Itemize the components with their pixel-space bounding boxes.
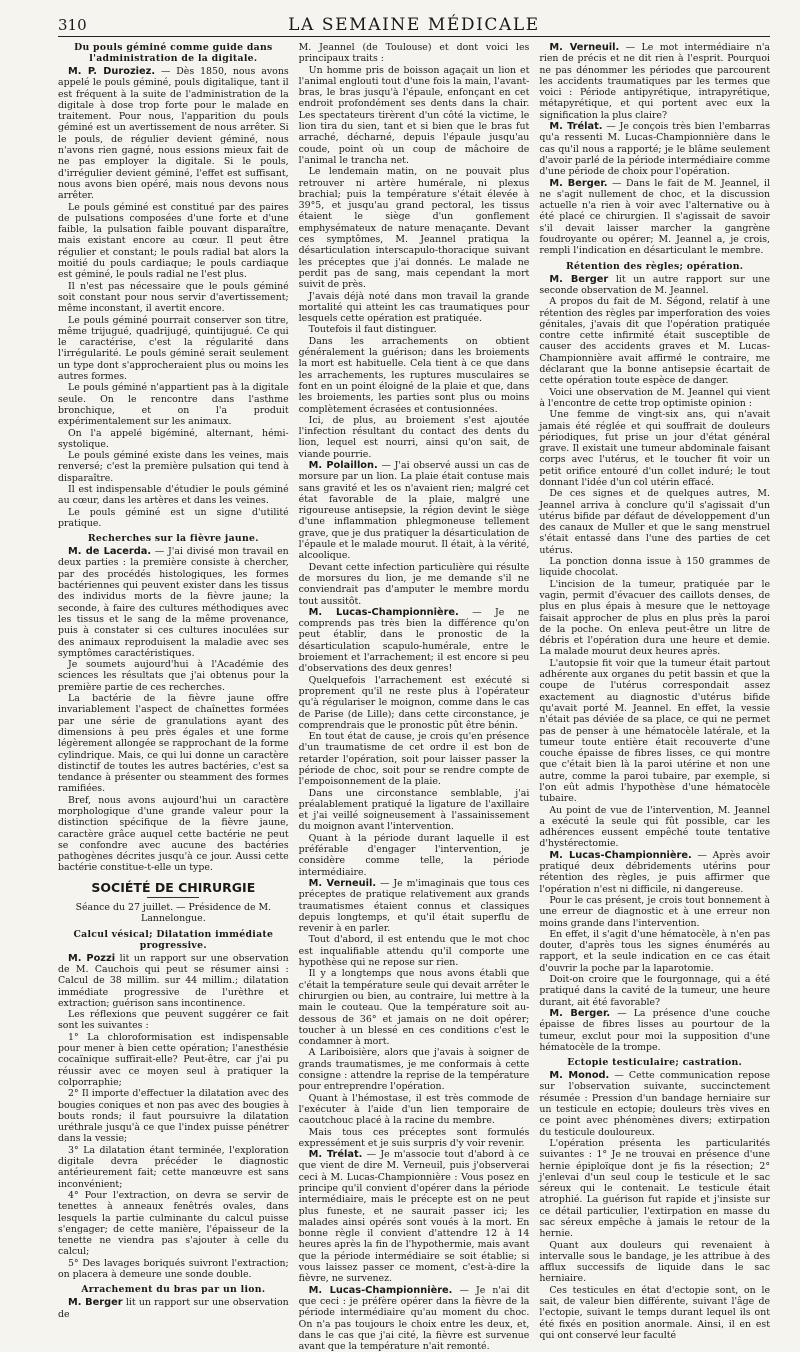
paragraph-text: 1° La chloroformisation est indispensable pour mener à bien cette opération; l'anesthésie cocaïnique suffirait-elle? Peut-être, car j'ai pu réussir avec ce moyen seul à pratiquer la colporraphie; (58, 1031, 289, 1088)
paragraph (58, 1297, 289, 1320)
paragraph (539, 805, 770, 850)
paragraph-text: Quant aux douleurs qui revenaient à intervalle sous le bandage, je les attribue à des afflux successifs de liquide dans le sac herniaire. (539, 1239, 771, 1285)
paragraph (299, 324, 530, 335)
paragraph-text: — J'ai observé aussi un cas de morsure par un lion. La plaie était contuse mais sans gravité et les os n'avaient rien; malgré cet état favorable de la plaie, malgré une rigoureuse antisepsie, la région devint le siège d'une inflammation phlegmoneuse tellement grave, que je dus pratiquer la désarticulation de l'épaule et le malade mourut. Il était, à la vérité, alcoolique. (298, 459, 530, 562)
section-divider (147, 897, 199, 898)
speaker-name: M. Berger. (549, 1007, 611, 1019)
paragraph-text: Quant à l'hémostase, il est très commode de l'exécuter à l'aide d'un lien temporaire de caoutchouc placé à la racine du membre. (298, 1092, 530, 1127)
paragraph-text: Une femme de vingt-six ans, qui n'avait jamais été réglée et qui souffrait de douleurs périodiques, fut prise un jour d'état général grave. Il existait une tumeur abdominale faisant corps avec l'utérus, et le toucher fit voir un petit orifice entouré d'un collet induré; le tout donnant l'idée d'un col utérin effacé. (539, 409, 771, 488)
paragraph (539, 929, 770, 974)
column-right (539, 42, 771, 1341)
paragraph-text: Pour le cas présent, je crois tout bonnement à une erreur de diagnostic et à une erreur non moins grande dans l'intervention. (539, 894, 771, 929)
session-line: Séance du 27 juillet. — Présidence de M. Lannelongue. (75, 902, 272, 925)
paragraph-text: De ces signes et de quelques autres, M. Jeannel arriva à conclure qu'il s'agissait d'un utérus bifide par défaut de développement d'un des canaux de Muller et que le sang menstruel s'était entassé dans l'une des parties de cet utérus. (539, 488, 771, 556)
speaker-name: M. de Lacerda. (68, 546, 152, 558)
article-title: Arrachement du bras par un lion. (81, 1284, 266, 1296)
paragraph (299, 460, 530, 562)
society-heading: SOCIÉTÉ DE CHIRURGIE (91, 879, 256, 895)
paragraph-text: Le lendemain matin, on ne pouvait plus retrouver ni artère humérale, ni plexus brachial; puis la température s'était élevée à 39°5, et jusqu'au grand pectoral, les tissus étaient le siège d'un gonflement emphysémateux de nature menaçante. Devant ces symptômes, M. Jeannel pratiqua la désarticulation interscapulo-thoracique suivant les préceptes que j'ai donnés. Le malade ne perdit pas de sang, mais cependant la mort suivit de près. (298, 166, 530, 291)
paragraph (58, 1190, 289, 1258)
paragraph (58, 1258, 289, 1281)
page-header (58, 10, 770, 37)
paragraph (58, 484, 289, 507)
paragraph (58, 507, 289, 530)
paragraph-text: Un homme pris de boisson agaçait un lion et l'animal englouti tout d'une fois la main, l'avant-bras, le bras jusqu'à l'épaule, enfonçant en cet endroit profondément ses dents dans la chair. Les spectateurs tirèrent d'un côté la victime, le lion tira du sien, tant et si bien que le bras fut arraché, décharné, depuis l'épaule jusqu'au coude, point où un coup de mâchoire de l'animal le trancha net. (298, 64, 530, 166)
paragraph-text: — Je m'associe tout d'abord à ce que vient de dire M. Verneuil, puis j'observerai ceci à M. Lucas-Championnière : Vous posez en principe qu'il convient d'opérer dans la période intermédiaire, mais le précepte est on ne peut plus funeste, et ne saurait passer ici; les malades ainsi opérés sont voués à la mort. En bonne règle il convient d'attendre 12 à 14 heures après la fin de l'hypothermie, mais avant que la période intermédiaire se soit établie; si vous laissez passer ce moment, c'est-à-dire la fièvre, ne survenez. (298, 1149, 530, 1285)
paragraph (299, 291, 530, 325)
paragraph (539, 409, 770, 488)
paragraph-text: Je soumets aujourd'hui à l'Académie des sciences les résultats que j'ai obtenus pour la première partie de ces recherches. (58, 659, 289, 693)
journal-title: LA SEMAINE MÉDICALE (288, 15, 540, 35)
paragraph-text: On l'a appelé bigéminé, alternant, hémi-systolique. (58, 427, 289, 450)
paragraph-text: En effet, il s'agit d'une hématocèle, à n'en pas douter, d'après tous les signes énumérés au rapport, et la seule indication en ce cas était d'ouvrir la poche par la laparotomie. (539, 928, 771, 974)
paragraph-text: L'autopsie fit voir que la tumeur était partout adhérente aux organes du petit bassin et que la coupe de l'utérus correspondait assez exactement au diagnostic d'utérus bifide qu'avait porté M. Jeannel. En effet, la vessie n'était pas déviée de sa place, ce qui ne permet pas de penser à une hématocèle latérale, et la tumeur toute entière était recouverte d'une couche épaisse de fibres lisses, ce qui montre que c'était bien là la paroi utérine et non une autre, comme la paroi tubaire, par exemple, si l'on eût admis l'hypothèse d'une hématocèle tubaire. (539, 657, 771, 805)
paragraph (539, 658, 770, 805)
paragraph-text: Ces testicules en état d'ectopie sont, on le sait, de valeur bien différente, suivant l'âge de l'ectopie, suivant le temps durant lequel ils ont été fixés en position anormale. Ainsi, il en est qui ont conservé leur faculté (539, 1284, 771, 1341)
paragraph (299, 1285, 530, 1352)
paragraph (58, 315, 289, 383)
paragraph-text: — Après avoir pratiqué deux débridements utérins pour rétention des règles, je puis affirmer que l'opération n'est ni difficile, ni dangereuse. (539, 849, 771, 895)
paragraph (299, 65, 530, 167)
article-title: Rétention des règles; opération. (566, 260, 744, 272)
speaker-name: M. Polaillon. (308, 459, 378, 471)
paragraph-text: — Cette communication repose sur l'observation suivante, succinctement résumée : Pression d'un bandage herniaire sur un testicule en ectopie; douleurs très vives en ce point avec phénomènes divers; extirpation du testicule douloureux. (539, 1070, 771, 1138)
paragraph-text: Au point de vue de l'intervention, M. Jeannel a exécuté la seule qui fût possible, car les adhérences eussent empêché toute tentative d'hystérectomie. (539, 804, 771, 850)
article-title: Calcul vésical; Dilatation immédiate progressive. (73, 928, 274, 951)
paragraph (539, 387, 770, 410)
paragraph-text: Dans les arrachements on obtient généralement la guérison; dans les broiements la mort est habituelle. Cela tient à ce que dans les arrachements, les ruptures musculaires se font en un point éloigné de la plaie et que, dans les broiements, les parties sont plus ou moins complètement écrasées et contusionnées. (298, 335, 530, 415)
paragraph-text: Le pouls géminé est un signe d'utilité pratique. (58, 506, 289, 529)
paragraph-text: Le pouls géminé existe dans les veines, mais renversé; c'est la première pulsation qui tend à disparaître. (58, 450, 289, 484)
paragraph (299, 878, 530, 934)
paragraph (299, 562, 530, 607)
article-title: Ectopie testiculaire; castration. (567, 1057, 743, 1069)
paragraph-text: Le pouls géminé est constitué par des paires de pulsations composées d'une forte et d'une faible, la pulsation faible pouvant disparaître, mais existant encore au cœur. Il peut être régulier et constant; le pouls radial bat alors la moitié du pouls cardiaque; le pouls cardiaque est géminé, le pouls radial ne l'est plus. (58, 201, 289, 281)
paragraph (539, 274, 770, 297)
paragraph (539, 850, 770, 895)
paragraph-text: — Je n'ai dit que ceci : je préfère opérer dans la fièvre de la période intermédiaire qu'au moment du choc. On n'a pas toujours le choix entre les deux, et, dans le cas que j'ai cité, la fièvre est survenue avant que la température n'ait remonté. (298, 1284, 530, 1352)
paragraph (539, 974, 770, 1008)
paragraph-text: Ici, de plus, au broiement s'est ajoutée l'infection résultant du contact des dents du lion, lequel est nourri, ainsi qu'on sait, de viande pourrie. (298, 414, 530, 460)
paragraph-text: Il y a longtemps que nous avons établi que c'était la température seule qui devait arrêter le chirurgien ou bien, au contraire, lui mettre à la main le couteau. Que la température soit au-dessous de 36° et jamais on ne doit opérer; toucher à un blessé en ces conditions c'est le condamner à mort. (298, 968, 530, 1048)
paragraph-text: — Dans le fait de M. Jeannel, il ne s'agit nullement de choc, et la discussion actuelle n'a rien à voir avec l'alternative ou à été placé ce chirurgien. Il s'agissait de savoir s'il devait laisser marcher la gangrène foudroyante ou opérer; M. Jeannel a, je crois, rempli l'indication en désarticulant le membre. (539, 177, 771, 257)
paragraph-text: Il n'est pas nécessaire que le pouls géminé soit constant pour nous servir d'avertissement; même inconstant, il avertit encore. (58, 280, 289, 315)
paragraph-text: Doit-on croire que le fourgonnage, qui a été pratiqué dans la cavité de la tumeur, une heure durant, ait été favorable? (539, 974, 771, 1008)
paragraph (539, 121, 770, 177)
paragraph (539, 1285, 770, 1341)
article-title: Recherches sur la fièvre jaune. (87, 533, 259, 545)
paragraph (299, 1093, 530, 1127)
paragraph-text: Il est indispensable d'étudier le pouls géminé au cœur, dans les artères et dans les veines. (58, 483, 289, 507)
paragraph (539, 488, 770, 556)
column-middle (298, 42, 530, 1352)
paragraph-text: 3° La dilatation étant terminée, l'exploration digitale devra précéder le diagnostic antérieurement fait; cette manœuvre est sans inconvénient; (58, 1144, 289, 1190)
paragraph-text: lit un autre rapport sur une seconde observation de M. Jeannel. (539, 273, 771, 296)
paragraph (539, 42, 770, 121)
speaker-name: M. Berger. (549, 177, 608, 189)
paragraph (299, 934, 530, 968)
paragraph-text: lit un rapport sur une observation de M. Cauchois qui peut se résumer ainsi : Calcul de 38 millim. sur 44 millim.; dilatation immédiate progressive de l'urèthre et extraction; guérison sans incontinence. (58, 952, 289, 1009)
text-columns (58, 42, 771, 1352)
paragraph-text: — Je conçois très bien l'embarras qu'a ressenti M. Lucas-Championnière dans le cas qu'il nous a rapporté; je le blâme seulement d'avoir parlé de la période intermédiaire comme d'une période de choix pour l'opération. (539, 121, 771, 178)
paragraph-text: En tout état de cause, je crois qu'en présence d'un traumatisme de cet ordre il est bon de retarder l'opération, soit pour laisser passer la période de choc, soit pour se rendre compte de l'empoisonnement de la plaie. (298, 731, 530, 788)
article-title: Du pouls géminé comme guide dans l'administration de la digitale. (74, 42, 273, 64)
paragraph-text: Toutefois il faut distinguer. (308, 324, 437, 336)
speaker-name: M. Verneuil. (308, 877, 377, 889)
paragraph-text: Tout d'abord, il est entendu que le mot choc est inqualifiable attendu qu'il comporte une hypothèse qui ne repose sur rien. (298, 934, 530, 969)
paragraph (539, 556, 770, 579)
paragraph-text: L'incision de la tumeur, pratiquée par le vagin, permit d'évacuer des caillots denses, de plus en plus épais à mesure que le nettoyage faisait approcher de plus en plus près la paroi de la poche. On enleva peut-être un litre de débris et l'opération dura une heure et demie. La malade mourut deux heures après. (539, 578, 771, 658)
paragraph (539, 895, 770, 929)
paragraph (299, 788, 530, 833)
paragraph (299, 1047, 530, 1092)
paragraph (58, 546, 289, 659)
paragraph (58, 693, 289, 795)
paragraph-text: 5° Des lavages boriqués suivront l'extraction; on placera à demeure une sonde double. (58, 1257, 289, 1280)
speaker-name: M. P. Duroziez. (68, 66, 156, 77)
paragraph (58, 1009, 289, 1032)
paragraph (299, 731, 530, 787)
paragraph-text: Voici une observation de M. Jeannel qui vient à l'encontre de cette trop optimiste opinion : (539, 386, 771, 409)
paragraph (299, 968, 530, 1047)
paragraph-text: Dans une circonstance semblable, j'ai préalablement pratiqué la ligature de l'axillaire et j'ai veillé soigneusement à l'assainissement du moignon avant l'intervention. (298, 787, 530, 833)
speaker-name: M. Monod. (549, 1070, 610, 1082)
paragraph-text: L'opération présenta les particularités suivantes : 1° Je ne trouvai en présence d'une hernie épiploïque dont je fis la résection; 2° j'enlevai d'un seul coup le testicule et le sac séreux qui le contenait. Le testicule était atrophié. La guérison fut rapide et j'insiste sur ce détail particulier, l'extirpation en masse du sac séreux empêche à jamais le retour de la hernie. (539, 1137, 771, 1240)
paragraph-text: — Le mot intermédiaire n'a rien de précis et ne dit rien à l'esprit. Pourquoi ne pas dénommer les périodes que parcourent les accidents traumatiques par les termes que voici : Période antipyrétique, intrapyrétique, métapyrétique, et qui portent avec eux la signification la plus claire? (539, 42, 771, 121)
paragraph (299, 166, 530, 290)
paragraph (539, 296, 770, 386)
paragraph (299, 607, 530, 675)
paragraph-text: La bactérie de la fièvre jaune offre invariablement l'aspect de chaînettes formées par une série de granulations ayant des dimensions à peu près égales et une forme légèrement allongée se rapprochant de la forme cylindrique. Mais, ce qui lui donne un caractère distinctif de toutes les autres bactéries, c'est sa tendance à présenter ou steamment des formes ramifiées. (58, 693, 289, 795)
paragraph (58, 953, 289, 1009)
speaker-name: M. Pozzi (68, 952, 116, 964)
paragraph (299, 415, 530, 460)
paragraph-text: Quelquefois l'arrachement est exécuté si proprement qu'il ne reste plus à l'opérateur qu'à régulariser le moignon, comme dans le cas de Parise (de Lille); dans cette circonstance, je comprendrais que le pronostic pût être bénin. (298, 674, 530, 731)
paragraph (539, 579, 770, 658)
paragraph-text: 2° Il importe d'effectuer la dilatation avec des bougies coniques et non pas avec des bougies à bouts ronds; il faut poursuivre la dilatation uréthrale jusqu'à ce que l'index puisse pénétrer dans la vessie; (58, 1088, 289, 1145)
paragraph (539, 1008, 770, 1053)
paragraph-text: La ponction donna issue à 150 grammes de liquide chocolat. (539, 556, 771, 579)
paragraph-text: — Je ne comprends pas très bien la différence qu'on peut établir, dans le pronostic de la désarticulation scapulo-humérale, entre le broiement et l'arrachement; il est encore si peu d'observations des deux genres! (298, 606, 530, 675)
paragraph-text: — La présence d'une couche épaisse de fibres lisses au pourtour de la tumeur, exclut pour moi la supposition d'une hématocèle de la trompe. (539, 1007, 771, 1053)
paragraph (299, 1149, 530, 1285)
speaker-name: M. Lucas-Championnière. (308, 1284, 453, 1296)
speaker-name: M. Lucas-Championnière. (308, 606, 459, 618)
speaker-name: M. Lucas-Championnière. (549, 849, 692, 861)
paragraph (58, 659, 289, 693)
paragraph (58, 382, 289, 427)
paragraph-text: — Dès 1850, nous avons appelé le pouls géminé, pouls digitalique, tant il est fréquent à la suite de l'administration de la digitale à dose trop forte pour le malade en traitement. Pour nous, l'apparition du pouls géminé est un avertissement de nous arrêter. Si le pouls, de régulier devient géminé, nous n'avons rien gagné, nous essions mieux fait de ne pas employer la digitale. Si le pouls, d'irrégulier devient géminé, l'effet est suffisant, nous avons bien opéré, mais nous devons nous arrêter. (58, 66, 289, 202)
paragraph (299, 675, 530, 731)
paragraph (299, 42, 530, 65)
paragraph (58, 281, 289, 315)
paragraph (299, 833, 530, 878)
paragraph-text: M. Jeannel (de Toulouse) et dont voici les principaux traits : (298, 42, 530, 65)
paragraph (58, 428, 289, 451)
paragraph-text: 4° Pour l'extraction, on devra se servir de tenettes à anneaux fenêtrés ovales, dans lesquels la partie culminante du calcul puisse s'engager; de cette manière, l'épaisseur de la tenette ne viendra pas s'ajouter à celle du calcul; (58, 1189, 289, 1258)
speaker-name: M. Trélat. (308, 1149, 363, 1161)
paragraph (58, 1032, 289, 1088)
speaker-name: M. Berger (549, 273, 609, 285)
paragraph (539, 1138, 770, 1240)
column-left (58, 42, 289, 1320)
paragraph-text: lit un rapport sur une observation de (58, 1297, 289, 1320)
paragraph-text: — Je m'imaginais que tous ces préceptes de pratique relativement aux grands traumatismes étaient connus et classiques depuis longtemps, et qu'il était superflu de revenir à en parler. (298, 877, 530, 935)
paragraph (299, 1127, 530, 1150)
paragraph (539, 1070, 770, 1138)
paragraph-text: Les réflexions que peuvent suggérer ce fait sont les suivantes : (58, 1009, 289, 1032)
speaker-name: M. Verneuil. (549, 42, 620, 53)
paragraph-text: Quant à la période durant laquelle il est préférable d'engager l'intervention, je considère comme telle, la période intermédiaire. (298, 832, 530, 878)
paragraph (539, 178, 770, 257)
paragraph (299, 336, 530, 415)
paragraph-text: Le pouls géminé pourrait conserver son titre, même trijugué, quadrijugé, quintijugué. Ce qui le caractérise, c'est la régularité dans l'irrégularité. Le pouls géminé serait seulement un type dont s'approcheraient plus ou moins les autres formes. (58, 314, 289, 383)
speaker-name: M. Trélat. (549, 121, 603, 133)
paragraph-text: J'avais déjà noté dans mon travail la grande mortalité qui atteint les cas traumatiques pour lesquels cette opération est pratiquée. (298, 290, 530, 325)
paragraph (58, 795, 289, 874)
paragraph-text: A Lariboisière, alors que j'avais à soigner de grands traumatismes, je me conformais à cette consigne : attendre la reprise de la température pour entreprendre l'opération. (298, 1047, 530, 1093)
paragraph (58, 202, 289, 281)
paragraph (58, 450, 289, 484)
paragraph (58, 1088, 289, 1144)
paragraph-text: — J'ai divisé mon travail en deux parties : la première consiste à chercher, par des procédés histologiques, les formes bactériennes qui peuvent exister dans les tissus des individus morts de la fièvre jaune; la seconde, à faire des cultures méthodiques avec les tissus et le sang de la même provenance, puis à constater si ces cultures inoculées sur des animaux reproduisent la maladie avec ses symptômes caractéristiques. (58, 546, 289, 659)
paragraph (58, 66, 289, 202)
paragraph (539, 1240, 770, 1285)
paragraph-text: Le pouls géminé n'appartient pas à la digitale seule. On le rencontre dans l'asthme bronchique, et on l'a produit expérimentalement sur les animaux. (58, 382, 289, 428)
speaker-name: M. Berger (68, 1297, 123, 1309)
page-number: 310 (58, 16, 87, 34)
paragraph-text: Devant cette infection particulière qui résulte de morsures du lion, je me demande s'il ne conviendrait pas d'amputer le membre mordu tout aussitôt. (298, 561, 530, 607)
paragraph-text: A propos du fait de M. Ségond, relatif à une rétention des règles par imperforation des voies génitales, j'avais dit que l'opération pratiquée contre cette infirmité était susceptible de causer des accidents graves et M. Lucas-Championnière avait affirmé le contraire, me déclarant que la bonne antisepsie écartait de cette opération toute espèce de danger. (539, 296, 771, 387)
paragraph-text: Mais tous ces préceptes sont formulés expressément et je suis surpris d'y voir revenir. (298, 1126, 530, 1149)
paragraph (58, 1145, 289, 1190)
paragraph-text: Bref, nous avons aujourd'hui un caractère morphologique d'une grande valeur pour la distinction spécifique de la fièvre jaune, caractère grâce auquel cette bactérie ne peut se confondre avec aucune des bactéries pathogènes décrites jusqu'à ce jour. Aussi cette bactérie constitue-t-elle un type. (58, 794, 289, 874)
